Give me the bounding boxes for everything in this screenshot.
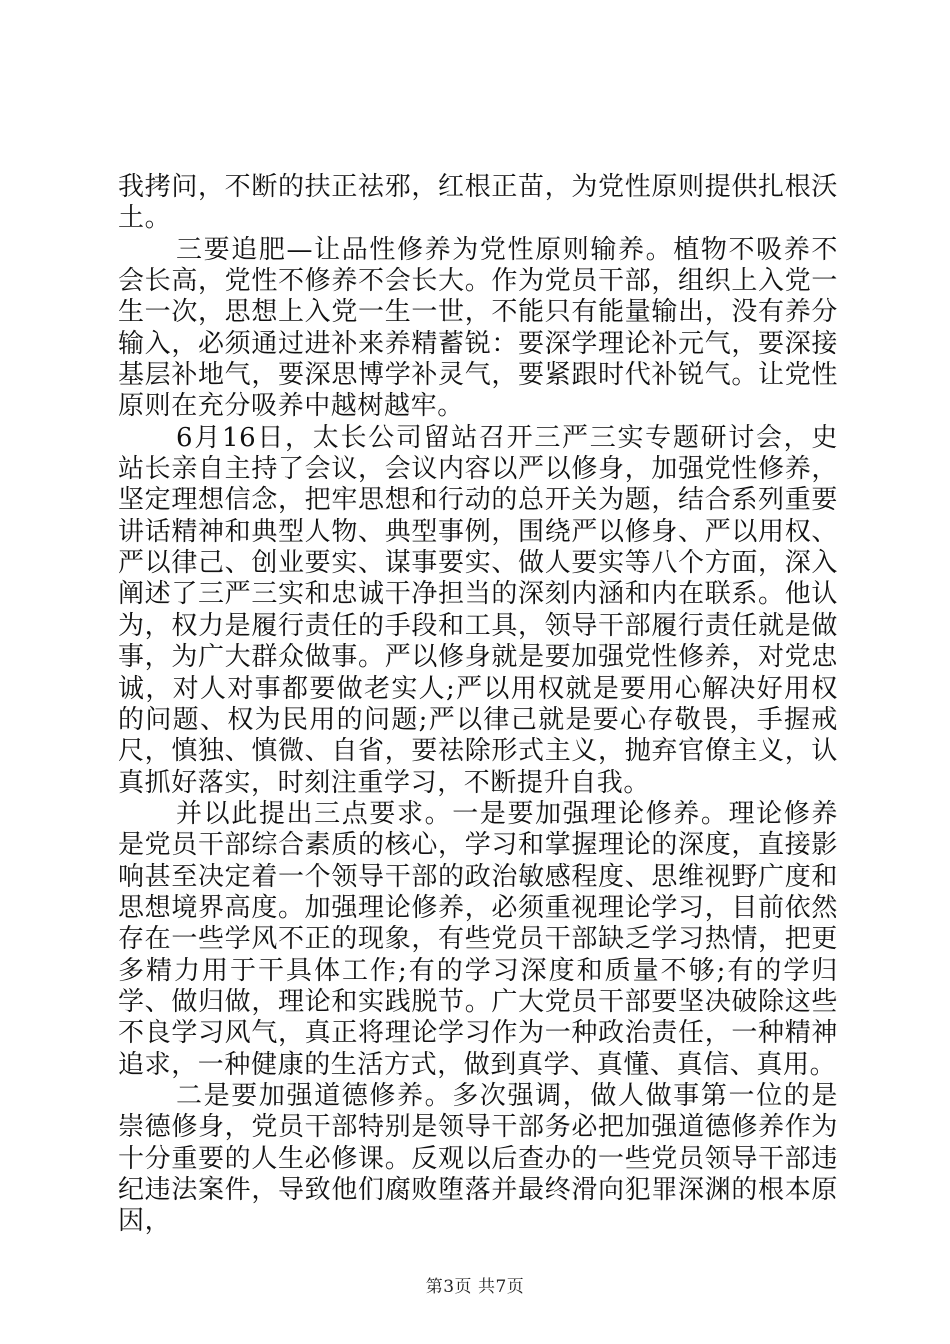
paragraph-2: 三要追肥—让品性修养为党性原则输养。植物不吸养不会长高，党性不修养不会长大。作为党员干部，组织上入党一生一次，思想上入党一生一世，不能只有能量输出，没有养分输入，必须通过进补来养精蓄锐：要深学理论补元气，要深接基层补地气，要深思博学补灵气，要紧跟时代补锐气。让党性原则在充分吸养中越树越牢。 xyxy=(118,234,838,422)
paragraph-5: 二是要加强道德修养。多次强调，做人做事第一位的是崇德修身，党员干部特别是领导干部务必把加强道德修养作为十分重要的人生必修课。反观以后查办的一些党员领导干部违纪违法案件，导致他们腐败堕落并最终滑向犯罪深渊的根本原因， xyxy=(118,1080,838,1237)
document-body xyxy=(118,172,838,1238)
paragraph-1: 我拷问，不断的扶正祛邪，红根正苗，为党性原则提供扎根沃土。 xyxy=(118,172,838,234)
paragraph-4: 并以此提出三点要求。一是要加强理论修养。理论修养是党员干部综合素质的核心，学习和掌握理论的深度，直接影响甚至决定着一个领导干部的政治敏感程度、思维视野广度和思想境界高度。加强理论修养，必须重视理论学习，目前依然存在一些学风不正的现象，有些党员干部缺乏学习热情，把更多精力用于干具体工作;有的学习深度和质量不够;有的学归学、做归做，理论和实践脱节。广大党员干部要坚决破除这些不良学习风气，真正将理论学习作为一种政治责任，一种精神追求，一种健康的生活方式，做到真学、真懂、真信、真用。 xyxy=(118,798,838,1080)
page-number-footer: 第3页 共7页 xyxy=(425,1277,525,1297)
paragraph-3: 6月16日，太长公司留站召开三严三实专题研讨会，史站长亲自主持了会议，会议内容以严以修身，加强党性修养，坚定理想信念，把牢思想和行动的总开关为题，结合系列重要讲话精神和典型人物、典型事例，围绕严以修身、严以用权、严以律己、创业要实、谋事要实、做人要实等八个方面，深入阐述了三严三实和忠诚干净担当的深刻内涵和内在联系。他认为，权力是履行责任的手段和工具，领导干部履行责任就是做事，为广大群众做事。严以修身就是要加强党性修养，对党忠诚，对人对事都要做老实人;严以用权就是要用心解决好用权的问题、权为民用的问题;严以律己就是要心存敬畏，手握戒尺，慎独、慎微、自省，要祛除形式主义，抛弃官僚主义，认真抓好落实，时刻注重学习，不断提升自我。 xyxy=(118,422,838,798)
